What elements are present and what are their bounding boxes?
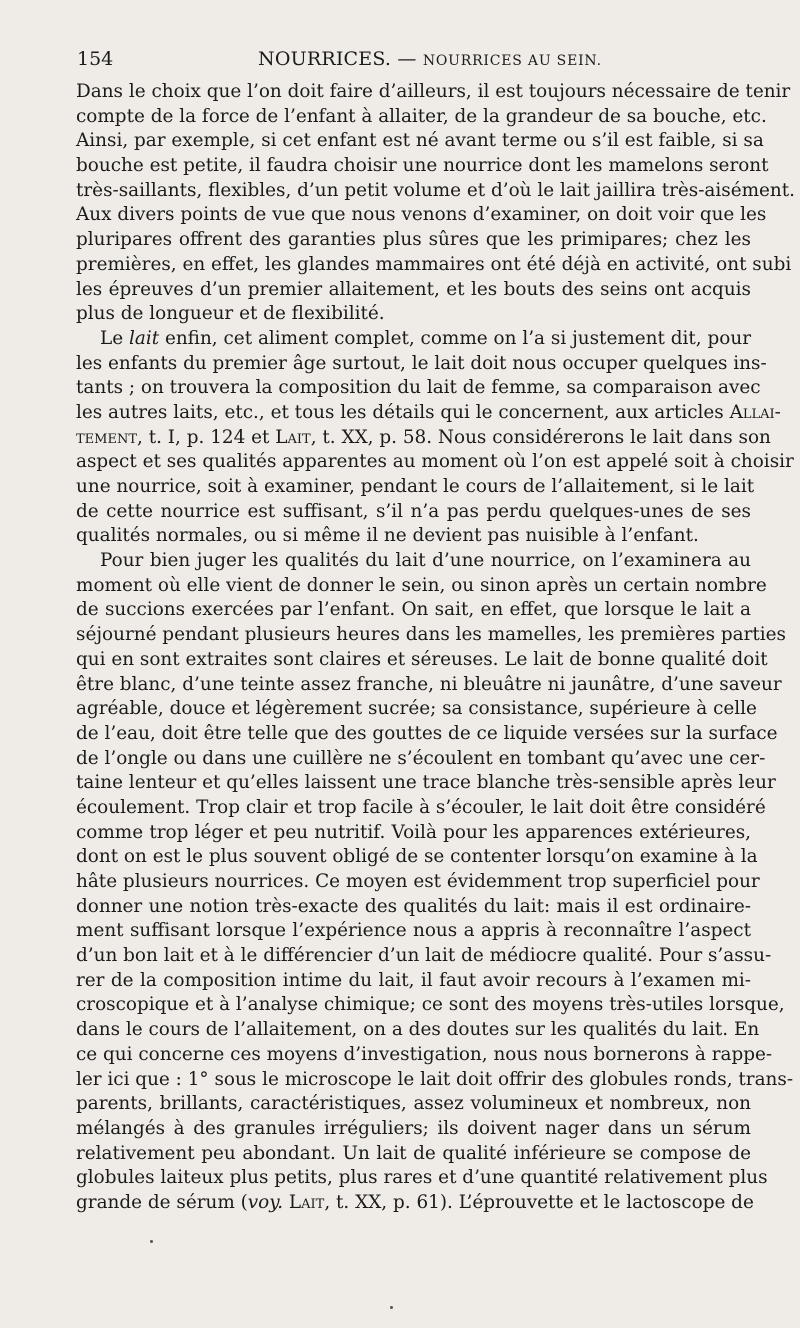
- article-reference: tement: [76, 426, 138, 448]
- page-number: 154: [77, 48, 114, 70]
- text-line: globules laiteux plus petits, plus rares et d’une quantité relativement plus: [76, 1167, 768, 1189]
- text-line: hâte plusieurs nourrices. Ce moyen est évidemment trop superficiel pour: [76, 871, 760, 892]
- text-line: Ainsi, par exemple, si cet enfant est né avant terme ou s’il est faible, si sa: [76, 130, 764, 152]
- print-speck: [150, 1240, 153, 1243]
- text-run: , t. I, p. 124 et: [137, 426, 276, 448]
- text-line: moment où elle vient de donner le sein, ou sinon après un certain nombre: [76, 574, 767, 596]
- text-line: être blanc, d’une teinte assez franche, ni bleuâtre ni jaunâtre, d’une saveur: [76, 673, 782, 695]
- text-line: dont on est le plus souvent obligé de se contenter lorsqu’on examine à la: [76, 846, 758, 868]
- text-line: qualités normales, ou si même il ne devient pas nuisible à l’enfant.: [76, 525, 699, 547]
- text-line: [76, 1191, 754, 1216]
- text-run: enfin, cet aliment complet, comme on l’a si justement dit, pour: [159, 327, 751, 349]
- italic-term-voy: voy.: [247, 1191, 284, 1213]
- article-reference: Allai-: [729, 401, 781, 423]
- text-line: parents, brillants, caractéristiques, assez volumineux et nombreux, non: [76, 1093, 751, 1115]
- text-line: donner une notion très-exacte des qualités du lait: mais il est ordinaire-: [76, 895, 751, 917]
- text-run: les autres laits, etc., et tous les détails qui le concernent, aux articles: [76, 401, 730, 423]
- italic-term-lait: lait: [128, 327, 160, 349]
- text-line: tants ; on trouvera la composition du lait de femme, sa comparaison avec: [76, 377, 761, 399]
- text-run: grande de sérum (: [76, 1191, 248, 1213]
- text-line: séjourné pendant plusieurs heures dans les mamelles, les premières parties: [76, 624, 786, 646]
- text-line: de l’eau, doit être telle que des gouttes de ce liquide versées sur la surface: [76, 722, 778, 744]
- text-line: comme trop léger et peu nutritif. Voilà pour les apparences extérieures,: [76, 821, 751, 843]
- text-line: ce qui concerne ces moyens d’investigation, nous nous bornerons à rappe-: [76, 1043, 773, 1065]
- text-run: Le: [100, 327, 129, 349]
- text-line: dans le cours de l’allaitement, on a des doutes sur les qualités du lait. En: [76, 1019, 760, 1041]
- text-line: [76, 327, 751, 352]
- body-text: [76, 80, 795, 1216]
- page-header: [77, 44, 751, 74]
- text-run: , t. XX, p. 61). L’éprouvette et le lactoscope de: [324, 1191, 754, 1213]
- running-head: [258, 44, 602, 76]
- text-line: Dans le choix que l’on doit faire d’ailleurs, il est toujours nécessaire de tenir: [76, 81, 791, 102]
- text-line: croscopique et à l’analyse chimique; ce sont des moyens très-utiles lorsque,: [76, 994, 785, 1016]
- text-line: pluripares offrent des garanties plus sûres que les primipares; chez les: [76, 229, 751, 251]
- text-line: [76, 426, 771, 451]
- text-line: de l’ongle ou dans une cuillère ne s’écoulent en tombant qu’avec une cer-: [76, 747, 766, 769]
- running-title: NOURRICES.: [258, 48, 392, 70]
- text-line: taine lenteur et qu’elles laissent une trace blanche très-sensible après leur: [76, 772, 776, 794]
- text-run: , t. XX, p. 58. Nous considérerons le lait dans son: [310, 426, 771, 448]
- print-speck: [390, 1306, 393, 1309]
- text-line: d’un bon lait et à le différencier d’un lait de médiocre qualité. Pour s’assu-: [76, 945, 772, 967]
- text-line: écoulement. Trop clair et trop facile à s’écouler, le lait doit être considéré: [76, 796, 766, 818]
- text-line: agréable, douce et légèrement sucrée; sa consistance, supérieure à celle: [76, 698, 757, 720]
- text-line: très-saillants, flexibles, d’un petit volume et d’où le lait jaillira très-aisément.: [76, 179, 795, 201]
- running-head-separator: —: [391, 48, 423, 70]
- text-line: les enfants du premier âge surtout, le lait doit nous occuper quelques ins-: [76, 352, 767, 374]
- text-line: premières, en effet, les glandes mammaires ont été déjà en activité, ont subi: [76, 253, 792, 275]
- text-line: les épreuves d’un premier allaitement, et les bouts des seins ont acquis: [76, 278, 751, 300]
- section-title: NOURRICES AU SEIN.: [422, 53, 602, 69]
- text-line: ment suffisant lorsque l’expérience nous a appris à reconnaître l’aspect: [76, 920, 751, 942]
- text-line: compte de la force de l’enfant à allaiter, de la grandeur de sa bouche, etc.: [76, 105, 767, 127]
- text-line: une nourrice, soit à examiner, pendant le cours de l’allaitement, si le lait: [76, 476, 755, 497]
- text-line: aspect et ses qualités apparentes au moment où l’on est appelé soit à choisir: [76, 451, 794, 473]
- text-line: ler ici que : 1° sous le microscope le lait doit offrir des globules ronds, trans-: [76, 1068, 794, 1090]
- text-line: Aux divers points de vue que nous venons d’examiner, on doit voir que les: [76, 204, 767, 226]
- text-line: qui en sont extraites sont claires et séreuses. Le lait de bonne qualité doit: [76, 648, 768, 670]
- article-reference: Lait: [275, 426, 311, 448]
- text-line: [76, 401, 781, 426]
- text-line: de cette nourrice est suffisant, s’il n’a pas perdu quelques-unes de ses: [76, 500, 751, 522]
- text-line: relativement peu abondant. Un lait de qualité inférieure se compose de: [76, 1142, 751, 1164]
- text-line: plus de longueur et de flexibilité.: [76, 303, 385, 325]
- text-line: bouche est petite, il faudra choisir une nourrice dont les mamelons seront: [76, 155, 769, 177]
- article-reference: Lait: [288, 1191, 325, 1213]
- text-line: Pour bien juger les qualités du lait d’une nourrice, on l’examinera au: [100, 550, 751, 572]
- text-line: mélangés à des granules irréguliers; ils doivent nager dans un sérum: [76, 1117, 751, 1139]
- text-line: rer de la composition intime du lait, il faut avoir recours à l’examen mi-: [76, 969, 751, 991]
- text-line: de succions exercées par l’enfant. On sait, en effet, que lorsque le lait a: [76, 599, 751, 621]
